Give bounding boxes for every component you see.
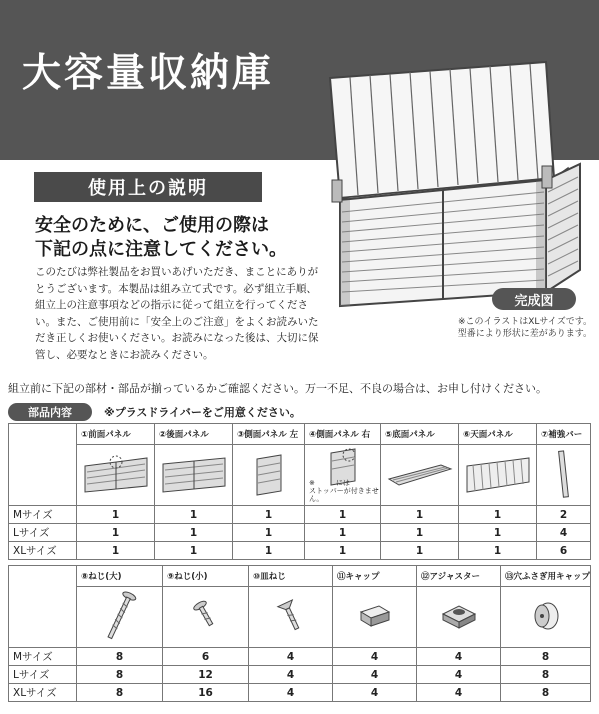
- bottom-panel-image: [381, 445, 459, 506]
- qty-cell: 4: [417, 684, 501, 702]
- stopper-note: ※ には ストッパーが付きません。: [309, 479, 379, 503]
- part-header: ④側面パネル 右: [305, 424, 381, 445]
- qty-cell: 1: [77, 524, 155, 542]
- top-panel-image: [459, 445, 537, 506]
- qty-cell: 8: [501, 648, 591, 666]
- qty-cell: 4: [417, 648, 501, 666]
- size-label: Lサイズ: [9, 524, 77, 542]
- qty-cell: 4: [249, 666, 333, 684]
- qty-cell: 1: [233, 524, 305, 542]
- rear-panel-image: [155, 445, 233, 506]
- illustration-note-line2: 型番により形状に差があります。: [457, 329, 592, 339]
- size-label: XLサイズ: [9, 684, 77, 702]
- parts-intro-text: 組立前に下記の部材・部品が揃っているかご確認ください。万一不足、不良の場合は、お申し付けください。: [8, 382, 547, 395]
- size-label: Mサイズ: [9, 648, 77, 666]
- part-header: ③側面パネル 左: [233, 424, 305, 445]
- hardware-table: [8, 565, 591, 702]
- qty-cell: 4: [249, 684, 333, 702]
- qty-cell: 1: [77, 506, 155, 524]
- qty-cell: 1: [77, 542, 155, 560]
- safety-subheading-line2: 下記の点に注意してください。: [35, 239, 287, 260]
- small-screw-image: [163, 587, 249, 648]
- qty-cell: 4: [333, 666, 417, 684]
- size-label: Mサイズ: [9, 506, 77, 524]
- qty-cell: 6: [537, 542, 591, 560]
- part-header: ②後面パネル: [155, 424, 233, 445]
- qty-cell: 8: [77, 684, 163, 702]
- qty-cell: 8: [501, 684, 591, 702]
- qty-cell: 6: [163, 648, 249, 666]
- safety-subheading: [35, 214, 287, 262]
- part-header: ⑦補強バー: [537, 424, 591, 445]
- qty-cell: 4: [249, 648, 333, 666]
- qty-cell: 1: [459, 506, 537, 524]
- table-corner: [9, 566, 77, 648]
- usage-body-text: このたびは弊社製品をお買いあげいただき、まことにありがとうございます。本製品は組み立て式です。必ず組立手順、組立上の注意事項などの指示に従って組立を行ってください。また、ご使用前に「安全上のご注意」をよくお読みいただき正しくお使いください。お読みになった後は、大切に保管し、必要なときにお読みください。: [35, 266, 319, 361]
- qty-cell: 1: [233, 542, 305, 560]
- qty-cell: 4: [417, 666, 501, 684]
- completed-figure-badge: 完成図: [492, 288, 576, 310]
- qty-cell: 8: [77, 666, 163, 684]
- reinforcement-bar-image: [537, 445, 591, 506]
- illustration-note-line1: ※このイラストはXLサイズです。: [457, 317, 592, 327]
- qty-cell: 4: [537, 524, 591, 542]
- qty-cell: 4: [333, 648, 417, 666]
- table-corner: [9, 424, 77, 506]
- adjuster-image: [417, 587, 501, 648]
- countersunk-screw-image: [249, 587, 333, 648]
- qty-cell: 1: [155, 506, 233, 524]
- part-header: ⑬穴ふさぎ用キャップ: [501, 566, 591, 587]
- storage-box-illustration: [318, 60, 588, 310]
- qty-cell: 8: [501, 666, 591, 684]
- qty-cell: 12: [163, 666, 249, 684]
- qty-cell: 2: [537, 506, 591, 524]
- size-label: Lサイズ: [9, 666, 77, 684]
- parts-contents-label: 部品内容: [8, 403, 92, 421]
- panels-table: [8, 423, 591, 560]
- right-side-panel-image: [305, 445, 381, 506]
- part-header: ⑩皿ねじ: [249, 566, 333, 587]
- qty-cell: 1: [155, 542, 233, 560]
- qty-cell: 1: [381, 524, 459, 542]
- qty-cell: 4: [333, 684, 417, 702]
- qty-cell: 8: [77, 648, 163, 666]
- part-header: ⑪キャップ: [333, 566, 417, 587]
- screwdriver-note: ※プラスドライバーをご用意ください。: [104, 406, 301, 419]
- safety-subheading-line1: 安全のために、ご使用の際は: [35, 215, 269, 236]
- page-title: 大容量収納庫: [22, 51, 275, 96]
- qty-cell: 1: [155, 524, 233, 542]
- qty-cell: 1: [459, 542, 537, 560]
- qty-cell: 1: [305, 524, 381, 542]
- large-screw-image: [77, 587, 163, 648]
- cap-image: [333, 587, 417, 648]
- qty-cell: 1: [381, 542, 459, 560]
- qty-cell: 1: [459, 524, 537, 542]
- part-header: ⑥天面パネル: [459, 424, 537, 445]
- qty-cell: 16: [163, 684, 249, 702]
- part-header: ⑨ねじ(小): [163, 566, 249, 587]
- usage-section-title: 使用上の説明: [34, 172, 262, 202]
- hole-cover-cap-image: [501, 587, 591, 648]
- part-header: ⑧ねじ(大): [77, 566, 163, 587]
- illustration-note: [440, 316, 592, 340]
- qty-cell: 1: [233, 506, 305, 524]
- part-header: ①前面パネル: [77, 424, 155, 445]
- qty-cell: 1: [305, 542, 381, 560]
- size-label: XLサイズ: [9, 542, 77, 560]
- front-panel-image: [77, 445, 155, 506]
- qty-cell: 1: [305, 506, 381, 524]
- qty-cell: 1: [381, 506, 459, 524]
- left-side-panel-image: [233, 445, 305, 506]
- part-header: ⑫アジャスター: [417, 566, 501, 587]
- part-header: ⑤底面パネル: [381, 424, 459, 445]
